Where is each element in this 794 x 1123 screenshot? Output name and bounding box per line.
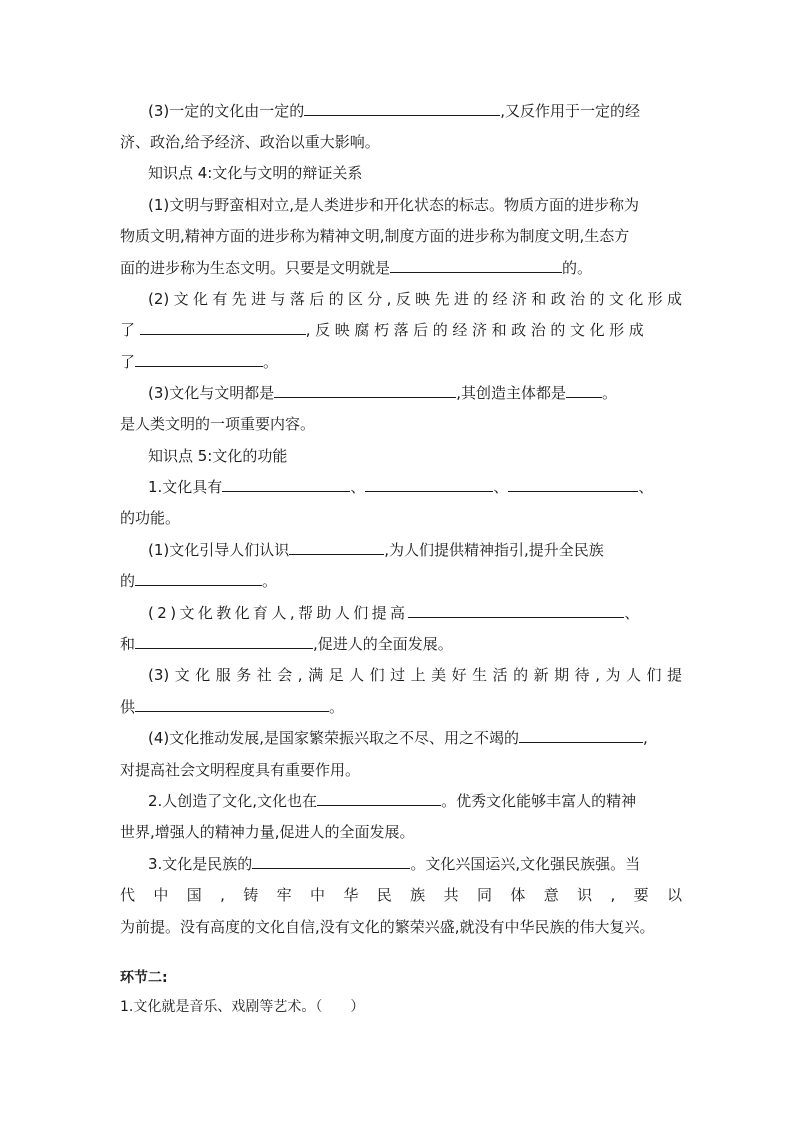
text: 。优秀文化能够丰富人的精神: [441, 792, 637, 810]
kp4-item1-line2: 物质文明,精神方面的进步称为精神文明,制度方面的进步称为制度文明,生态方: [120, 227, 630, 245]
text: (1)文化引导人们认识: [148, 541, 290, 559]
text: 、: [350, 478, 366, 496]
kp5-q1-line1: [148, 477, 682, 497]
fill-blank[interactable]: [135, 634, 313, 649]
kp4-item1-line3: [120, 258, 682, 278]
kp5-q1-line2: 的功能。: [120, 509, 181, 527]
text: ,促进人的全面发展。: [313, 635, 453, 653]
kp5-item2-line2: [120, 634, 682, 654]
text: 了: [120, 321, 136, 339]
text: 2.人创造了文化,文化也在: [148, 792, 318, 810]
text: 3.文化是民族的: [148, 855, 253, 873]
text: 。: [329, 698, 345, 716]
text: 的。: [562, 259, 593, 277]
fill-blank[interactable]: [304, 101, 500, 116]
text: 。: [263, 353, 279, 371]
kp5-item3-line2: [120, 697, 682, 717]
kp5-item1-line1: [148, 540, 682, 560]
text: 。: [602, 384, 618, 402]
text: (3)文化与文明都是: [148, 384, 275, 402]
fill-blank[interactable]: [274, 383, 456, 398]
text: ,: [643, 729, 648, 747]
kp4-item3-line1: [148, 383, 682, 403]
kp5-q3-line1: [148, 854, 682, 874]
text: ,反映腐朽落后的经济和政治的文化形成: [305, 321, 649, 339]
kp4-item3-line2: 是人类文明的一项重要内容。: [120, 415, 316, 433]
text: (4)文化推动发展,是国家繁荣振兴取之不尽、用之不竭的: [148, 729, 520, 747]
fill-blank[interactable]: [289, 540, 384, 555]
text: ,为人们提供精神指引,提升全民族: [384, 541, 604, 559]
fill-blank[interactable]: [519, 728, 643, 743]
fill-blank[interactable]: [408, 603, 624, 618]
kp4-item1-line1: (1)文明与野蛮相对立,是人类进步和开化状态的标志。物质方面的进步称为: [148, 196, 640, 214]
kp5-q3-line3: 为前提。没有高度的文化自信,没有文化的繁荣兴盛,就没有中华民族的伟大复兴。: [120, 918, 655, 936]
kp5-item2-line1: [148, 603, 682, 623]
text: 、: [493, 478, 509, 496]
text: 面的进步称为生态文明。只要是文明就是: [120, 259, 391, 277]
kp5-q2-line2: 世界,增强人的精神力量,促进人的全面发展。: [120, 823, 415, 841]
fill-blank[interactable]: [390, 258, 562, 273]
kp4-title: 知识点 4:文化与文明的辩证关系: [148, 164, 363, 182]
kp3-item3-line2: 济、政治,给予经济、政治以重大影响。: [120, 133, 380, 151]
text: 1.文化具有: [148, 478, 223, 496]
text: 和: [120, 635, 136, 653]
fill-blank[interactable]: [508, 477, 638, 492]
kp5-item3-line1: (3)文化服务社会,满足人们过上美好生活的新期待,为人们提: [148, 666, 682, 684]
fill-blank[interactable]: [140, 320, 306, 335]
kp4-item2-line1: (2)文化有先进与落后的区分,反映先进的经济和政治的文化形成: [148, 290, 682, 308]
fill-blank[interactable]: [317, 791, 441, 806]
fill-blank[interactable]: [365, 477, 493, 492]
kp5-title: 知识点 5:文化的功能: [148, 447, 288, 465]
text: ,又反作用于一定的经: [500, 102, 641, 120]
kp4-item2-line3: [120, 352, 682, 372]
text: 、: [624, 604, 640, 622]
text: 。文化兴国运兴,文化强民族强。当: [410, 855, 641, 873]
kp3-item3-line1: [148, 101, 682, 121]
kp5-item4-line2: 对提高社会文明程度具有重要作用。: [120, 761, 361, 779]
kp5-item4-line1: [148, 728, 682, 748]
text: 供: [120, 698, 136, 716]
section2-heading: 环节二:: [120, 970, 168, 986]
fill-blank[interactable]: [135, 571, 262, 586]
fill-blank[interactable]: [135, 352, 263, 367]
text: 的: [120, 572, 136, 590]
text: ,其创造主体都是: [456, 384, 567, 402]
text: (3)一定的文化由一定的: [148, 102, 305, 120]
fill-blank[interactable]: [252, 854, 410, 869]
fill-blank[interactable]: [222, 477, 350, 492]
text: 。: [262, 572, 278, 590]
kp4-item2-line2: [120, 320, 682, 340]
kp5-item1-line2: [120, 571, 682, 591]
section2-question1: 1.文化就是音乐、戏剧等艺术。（ ）: [120, 999, 365, 1015]
text: (2)文化教化育人,帮助人们提高: [148, 604, 409, 622]
fill-blank[interactable]: [135, 697, 329, 712]
fill-blank[interactable]: [566, 383, 602, 398]
kp5-q2-line1: [148, 791, 682, 811]
text: 了: [120, 353, 136, 371]
kp5-q3-line2: 代中国,铸牢中华民族共同体意识,要以: [120, 886, 682, 904]
text: 、: [638, 478, 654, 496]
